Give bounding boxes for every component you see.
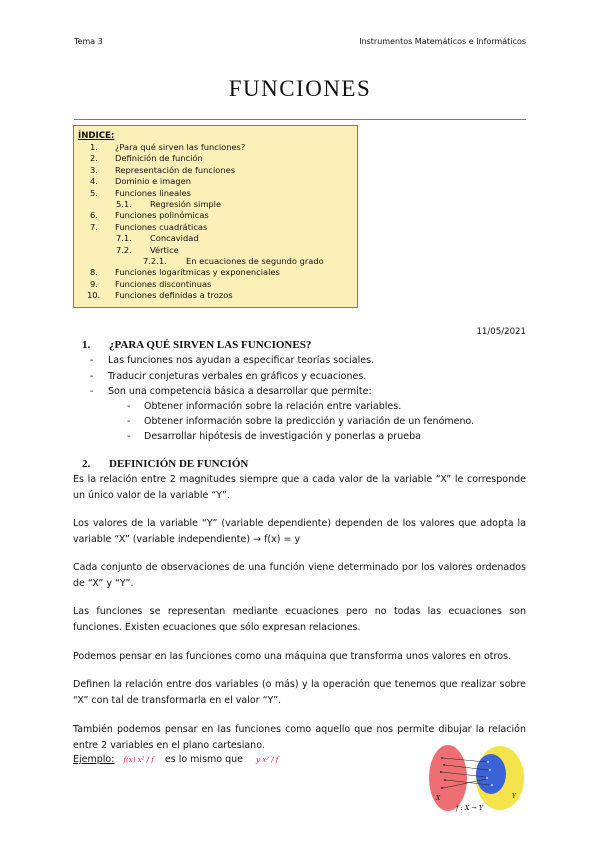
image-subset (476, 754, 506, 794)
toc-item[interactable] (78, 188, 357, 199)
toc-item[interactable] (78, 142, 357, 153)
toc-item-label: Dominio e imagen (115, 176, 191, 187)
list-item-text: Son una competencia básica a desarrollar que permite: (108, 386, 372, 397)
paragraph: Los valores de la variable “Y” (variable dependiente) dependen de los valores que adopta la variable “X” (variable independiente) → f(x) = y (73, 518, 526, 545)
toc-item[interactable] (78, 153, 357, 164)
paragraph: Cada conjunto de observaciones de una función viene determinado por los valores ordenados de “X” y “Y”. (73, 562, 526, 589)
toc-item-label: Representación de funciones (115, 164, 236, 175)
toc-item-number: 8. (90, 267, 98, 278)
section-number: 2. (82, 458, 91, 470)
toc-item-number: 7.1. (116, 233, 132, 244)
toc-item-label: En ecuaciones de segundo grado (186, 255, 324, 266)
toc-item[interactable] (78, 222, 357, 233)
paragraph: Podemos pensar en las funciones como una máquina que transforma unos valores en otros. (73, 651, 512, 662)
toc-item-number: 4. (90, 176, 98, 187)
domain-set-x (429, 745, 467, 811)
toc-item-number: 2. (90, 153, 98, 164)
list-item (90, 386, 510, 400)
toc-item-number: 5.1. (116, 198, 132, 209)
header-right: Instrumentos Matemáticos e Informáticos (359, 37, 526, 46)
toc-item[interactable] (78, 245, 357, 256)
list-item-text: Las funciones nos ayudan a especificar teorías sociales. (108, 355, 375, 366)
toc-item[interactable] (78, 290, 357, 301)
toc-heading: ÍNDICE: (78, 131, 115, 141)
toc-item-number: 3. (90, 164, 98, 175)
header-left: Tema 3 (74, 37, 103, 46)
diagram-caption: f : X → Y (456, 804, 484, 812)
document-date: 11/05/2021 (476, 327, 526, 337)
dash-bullet: - (90, 371, 94, 382)
page-title: FUNCIONES (228, 76, 372, 101)
toc-item[interactable] (78, 267, 357, 278)
toc-item-number: 7.2.1. (143, 255, 167, 266)
paragraph: Es la relación entre 2 magnitudes siempre que a cada valor de la variable “X” le corresponde un único valor de la variable “Y”. (73, 474, 526, 501)
toc-item[interactable] (78, 176, 357, 187)
toc-item-number: 1. (90, 142, 98, 152)
toc-item[interactable] (78, 210, 357, 221)
list-item-text: Desarrollar hipótesis de investigación y ponerlas a prueba (144, 431, 421, 442)
toc-item-label: Funciones definidas a trozos (115, 290, 233, 301)
sub-list-item (127, 416, 517, 430)
example-line (73, 754, 278, 765)
toc-item-label: Funciones polinómicas (115, 210, 209, 221)
set-y-label: Y (512, 793, 516, 800)
toc-item[interactable] (78, 256, 357, 267)
toc-item-label: Funciones lineales (115, 187, 191, 198)
toc-item-label: Definición de función (115, 153, 203, 164)
paragraph: Definen la relación entre dos variables (o más) y la operación que tenemos que realizar sobre “X” con tal de transformarla en el valor “Y”. (73, 679, 526, 706)
toc-item[interactable] (78, 279, 357, 290)
toc-item-label: Funciones logarítmicas y exponenciales (115, 267, 280, 278)
toc-item-number: 5. (90, 187, 98, 198)
dash-bullet: - (127, 431, 131, 442)
handwritten-formula: f(x) x² / f (123, 756, 154, 764)
example-label: Ejemplo: (73, 754, 115, 765)
toc-item-label: Funciones discontinuas (115, 278, 212, 289)
example-text: es lo mismo que (164, 754, 244, 765)
dash-bullet: - (127, 416, 131, 427)
sub-list-item (127, 431, 517, 445)
sub-list-item (127, 401, 517, 415)
section-2-heading (82, 458, 382, 472)
list-item (90, 371, 510, 385)
dash-bullet: - (90, 386, 94, 397)
dash-bullet: - (90, 355, 94, 366)
toc-item[interactable] (78, 199, 357, 210)
paragraph: También podemos pensar en las funciones como aquello que nos permite dibujar la relación entre 2 variables en el plano cartesiano. (73, 724, 526, 751)
toc-item-label: Vértice (150, 244, 179, 255)
toc-item[interactable] (78, 233, 357, 244)
toc-item-label: ¿Para qué sirven las funciones? (115, 142, 246, 152)
dash-bullet: - (127, 401, 131, 412)
toc-item-number: 7.2. (116, 244, 132, 255)
list-item-text: Obtener información sobre la predicción y variación de un fenómeno. (144, 416, 475, 427)
section-1-heading (82, 339, 382, 353)
list-item-text: Obtener información sobre la relación entre variables. (144, 401, 402, 412)
toc-box (73, 125, 358, 308)
toc-item-number: 10. (87, 290, 101, 301)
toc-item-label: Regresión simple (150, 198, 222, 209)
toc-item-number: 7. (90, 221, 98, 232)
toc-item-label: Concavidad (150, 233, 199, 244)
section-title: DEFINICIÓN DE FUNCIÓN (109, 458, 249, 470)
list-item-text: Traducir conjeturas verbales en gráficos y ecuaciones. (108, 371, 367, 382)
list-item (90, 355, 510, 369)
title-divider (74, 119, 526, 120)
section-title: ¿PARA QUÉ SIRVEN LAS FUNCIONES? (109, 339, 312, 351)
toc-item-label: Funciones cuadráticas (115, 221, 208, 232)
handwritten-formula: y x² / f (256, 756, 279, 764)
paragraph: Las funciones se representan mediante ecuaciones pero no todas las ecuaciones son funciones. Existen ecuaciones que sólo expresan relaciones. (73, 606, 526, 633)
toc-item-number: 9. (90, 278, 98, 289)
toc-item-number: 6. (90, 210, 98, 221)
section-number: 1. (82, 339, 91, 351)
toc-item[interactable] (78, 165, 357, 176)
set-x-label: X (436, 795, 441, 802)
